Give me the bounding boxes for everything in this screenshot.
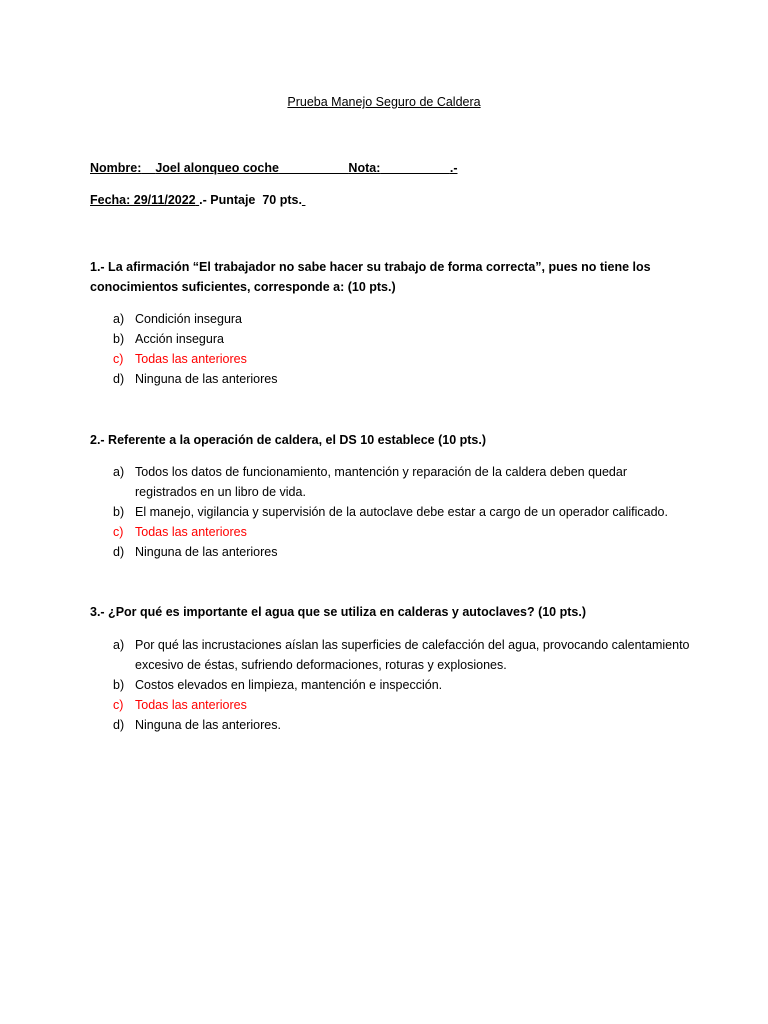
option-text: Todos los datos de funcionamiento, mantención y reparación de la caldera deben quedar registrados en un libro de vida.	[135, 465, 627, 499]
option-text: Todas las anteriores	[135, 352, 247, 366]
option-text: Por qué las incrustaciones aíslan las superficies de calefacción del agua, provocando calentamiento excesivo de éstas, sufriendo deformaciones, roturas y explosiones.	[135, 638, 690, 672]
option-letter: c)	[113, 698, 124, 712]
option-letter: a)	[113, 465, 125, 479]
date-line	[90, 193, 305, 207]
option-letter: a)	[113, 638, 125, 652]
option-text: Acción insegura	[135, 332, 224, 346]
option-letter: d)	[113, 718, 125, 732]
option-text: El manejo, vigilancia y supervisión de la autoclave debe estar a cargo de un operador calificado.	[135, 505, 668, 519]
option-text: Condición insegura	[135, 312, 243, 326]
option-letter: d)	[113, 545, 125, 559]
nombre-label: Nombre:	[90, 161, 142, 175]
option-1a	[90, 309, 690, 329]
option-2a	[90, 462, 690, 502]
fecha-label: Fecha: 29/11/2022	[90, 193, 196, 207]
nombre-value: Joel alonqueo coche	[155, 161, 279, 175]
question-1-options	[90, 309, 690, 389]
option-1c-correct	[90, 349, 690, 369]
option-1d	[90, 369, 690, 389]
question-1: 1.- La afirmación “El trabajador no sabe hacer su trabajo de forma correcta”, pues no tiene los conocimientos suficientes, corresponde a: (10 pts.)	[90, 260, 651, 294]
option-letter: a)	[113, 312, 125, 326]
option-letter: b)	[113, 678, 125, 692]
option-letter: b)	[113, 332, 125, 346]
option-1b	[90, 329, 690, 349]
option-3b	[90, 675, 690, 695]
option-2d	[90, 542, 690, 562]
nota-label: Nota:	[348, 161, 381, 175]
question-2: 2.- Referente a la operación de caldera, el DS 10 establece (10 pts.)	[90, 433, 487, 447]
option-letter: d)	[113, 372, 125, 386]
option-3c-correct	[90, 695, 690, 715]
option-2c-correct	[90, 522, 690, 542]
question-3: 3.- ¿Por qué es importante el agua que se utiliza en calderas y autoclaves? (10 pts.)	[90, 605, 586, 619]
option-2b	[90, 502, 690, 522]
option-letter: b)	[113, 505, 125, 519]
page-title: Prueba Manejo Seguro de Caldera	[287, 95, 481, 109]
nota-tail: .-	[449, 161, 458, 175]
option-text: Ninguna de las anteriores	[135, 545, 278, 559]
question-2-options	[90, 462, 690, 562]
option-text: Ninguna de las anteriores.	[135, 718, 281, 732]
option-text: Todas las anteriores	[135, 525, 247, 539]
option-text: Todas las anteriores	[135, 698, 247, 712]
option-text: Costos elevados en limpieza, mantención e inspección.	[135, 678, 443, 692]
option-text: Ninguna de las anteriores	[135, 372, 278, 386]
option-letter: c)	[113, 525, 124, 539]
option-letter: c)	[113, 352, 124, 366]
name-line	[90, 161, 457, 175]
fecha-rest: .- Puntaje 70 pts.	[199, 193, 302, 207]
option-3d	[90, 715, 690, 735]
option-3a	[90, 635, 690, 675]
question-3-options	[90, 635, 690, 735]
